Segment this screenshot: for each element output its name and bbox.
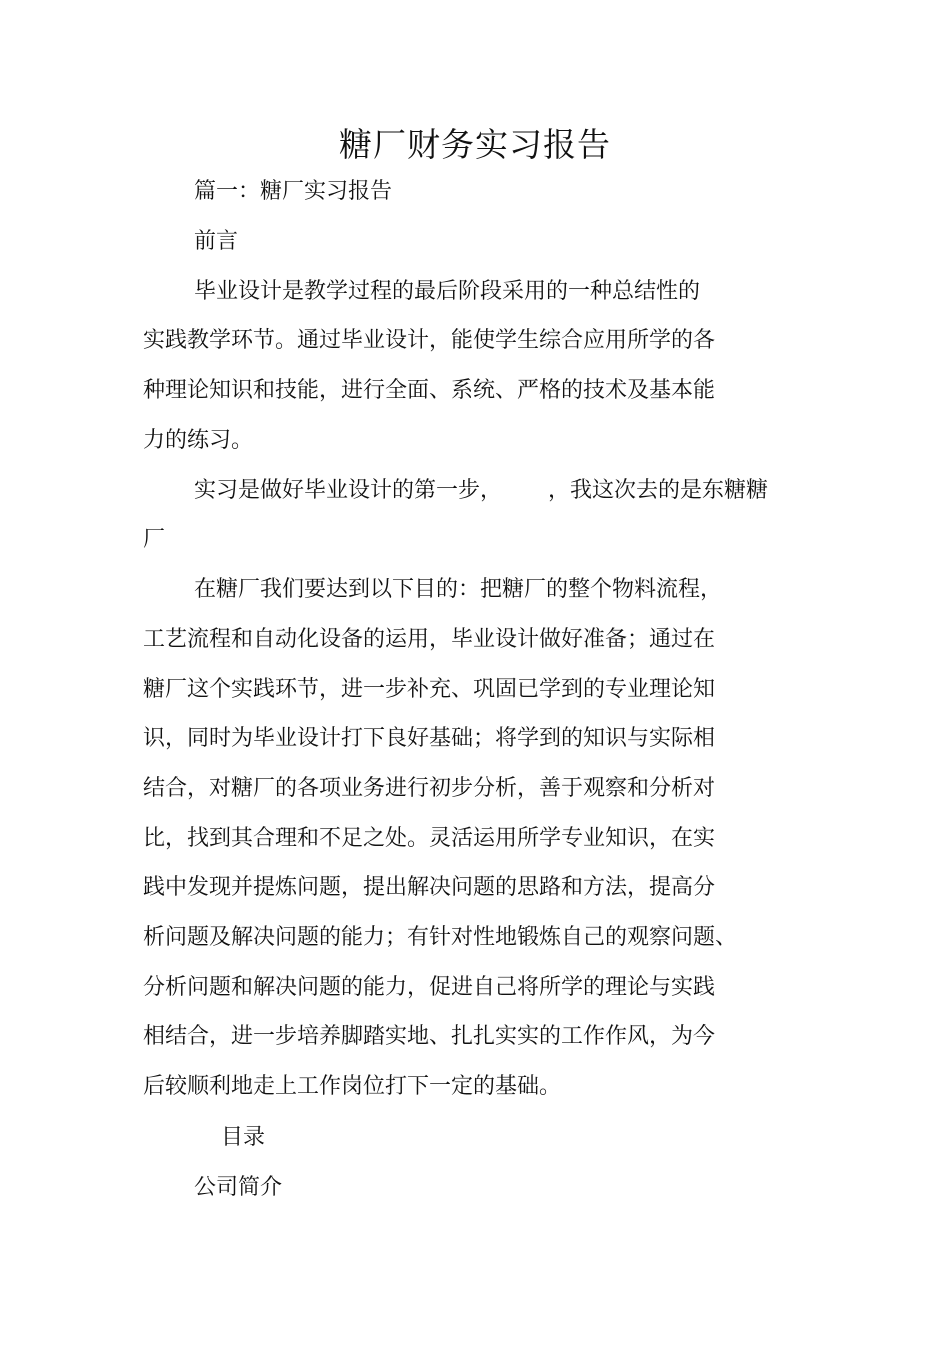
paragraph2-line-2: 厂 xyxy=(143,527,166,552)
document-title: 糖厂财务实习报告 xyxy=(339,125,611,164)
paragraph3-line-1: 在糖厂我们要达到以下目的：把糖厂的整个物料流程， xyxy=(194,577,723,602)
paragraph3-line-4: 识，同时为毕业设计打下良好基础；将学到的知识与实际相 xyxy=(143,726,716,751)
section-heading: 篇一：糖厂实习报告 xyxy=(194,179,393,204)
paragraph2-line-1b: ，我这次去的是东糖糖 xyxy=(548,478,769,503)
toc-heading: 目录 xyxy=(221,1125,266,1150)
paragraph3-line-9: 分析问题和解决问题的能力，促进自己将所学的理论与实践 xyxy=(143,975,716,1000)
paragraph3-line-11: 后较顺利地走上工作岗位打下一定的基础。 xyxy=(143,1074,562,1099)
paragraph1-line-1: 毕业设计是教学过程的最后阶段采用的一种总结性的 xyxy=(194,279,701,304)
paragraph3-line-7: 践中发现并提炼问题，提出解决问题的思路和方法，提高分 xyxy=(143,875,716,900)
paragraph3-line-8: 析问题及解决问题的能力；有针对性地锻炼自己的观察问题、 xyxy=(143,925,738,950)
paragraph3-line-2: 工艺流程和自动化设备的运用，毕业设计做好准备；通过在 xyxy=(143,627,716,652)
preface-heading: 前言 xyxy=(194,229,239,254)
paragraph2-line-1a: 实习是做好毕业设计的第一步， xyxy=(194,478,503,503)
paragraph3-line-5: 结合，对糖厂的各项业务进行初步分析，善于观察和分析对 xyxy=(143,776,716,801)
company-heading: 公司简介 xyxy=(194,1175,283,1200)
paragraph3-line-10: 相结合，进一步培养脚踏实地、扎扎实实的工作作风，为今 xyxy=(143,1024,716,1049)
paragraph3-line-3: 糖厂这个实践环节，进一步补充、巩固已学到的专业理论知 xyxy=(143,677,716,702)
paragraph3-line-6: 比，找到其合理和不足之处。灵活运用所学专业知识，在实 xyxy=(143,826,716,851)
paragraph1-line-4: 力的练习。 xyxy=(143,428,254,453)
paragraph1-line-3: 种理论知识和技能，进行全面、系统、严格的技术及基本能 xyxy=(143,378,716,403)
paragraph1-line-2: 实践教学环节。通过毕业设计，能使学生综合应用所学的各 xyxy=(143,328,716,353)
